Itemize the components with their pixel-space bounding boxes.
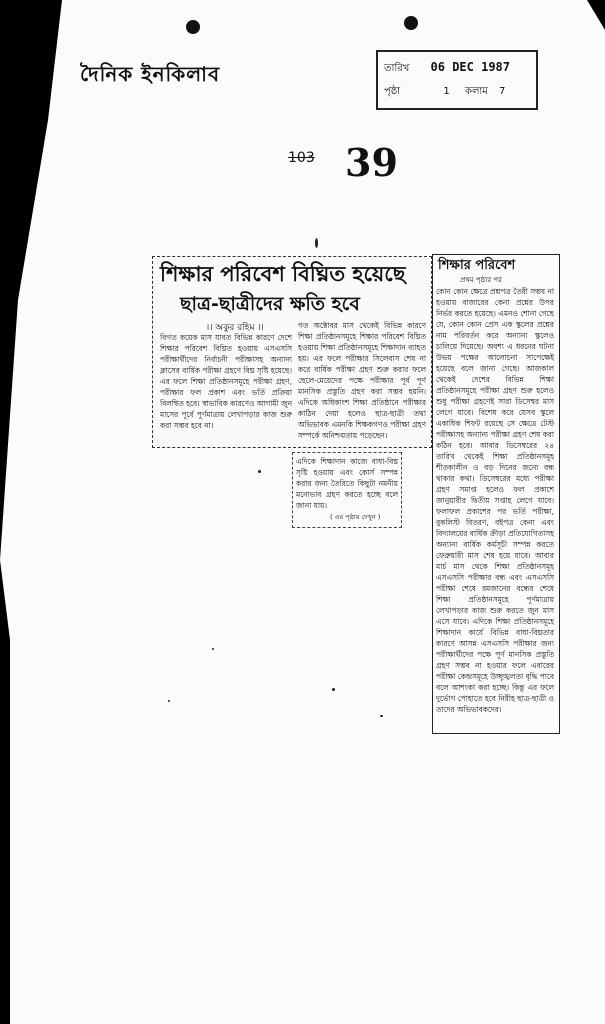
page-label: পৃষ্ঠা: [384, 86, 401, 97]
scan-speck: [258, 470, 261, 473]
article-headline-line1: শিক্ষার পরিবেশ বিঘ্নিত হয়েছে: [160, 262, 406, 286]
date-value: 06 DEC 1987: [430, 60, 511, 74]
scan-speck: [332, 688, 335, 691]
article-headline-line2: ছাত্র-ছাত্রীদের ক্ষতি হবে: [180, 293, 360, 315]
date-label: তারিখ: [384, 63, 410, 74]
punch-hole: [404, 16, 418, 30]
scan-speck: [380, 715, 383, 717]
scan-speck: [168, 700, 170, 702]
scan-speck: [315, 238, 318, 248]
column-label: কলাম: [464, 86, 488, 97]
scan-speck: [212, 648, 214, 650]
date-stamp: [376, 50, 538, 110]
punch-hole: [186, 20, 200, 34]
article-column-3: এদিকে শিক্ষাদান কাজে বাধা-বিঘ্ন সৃষ্টি হওয়ায় এবং কোর্স সম্পন্ন করার জন্য তৈরিতে কিছুটা নমনীয় মনোভাব গ্রহণ করতে হচ্ছে বলে জানা যায়।: [296, 457, 398, 510]
continuation-subheading: প্রথম পৃষ্ঠার পর: [460, 276, 502, 284]
continued-note: ( এর পৃষ্ঠায় দেখুন ): [330, 513, 381, 521]
column-value: 7: [499, 86, 506, 97]
old-file-number: 103: [288, 150, 315, 166]
newspaper-masthead: দৈনিক ইনকিলাব: [80, 62, 221, 86]
continuation-body: কোন কোন ক্ষেত্রে প্রশ্নপত্র তৈরী সম্ভব না হওয়ায় বাজারের কেনা প্রশ্নের উপর নির্ভর করতে হয়েছে। এমনও শোনা গেছে যে, কোন কোন প্রেস এক স্কুলের প্রশ্নের নাম পরিবর্তন করে অন্যান্য স্কুলেও চালিয়ে দিয়েছে। অবশ্য এ ধরনের ঘটনা উভয় পক্ষের আলোচনা সাপেক্ষেই হয়েছে বলে জানা গেছে। আজকাল থেকেই দেশের বিভিন্ন শিক্ষা প্রতিষ্ঠানসমূহে পরীক্ষা গ্রহণ শুরু হলেও শুধু পরীক্ষা গ্রহণেই সারা ডিসেম্বর মাস লেগে যাবে। বিশেষ করে যেসব স্কুলে একাধিক শিফট রয়েছে সে ক্ষেত্রে টেস্ট পরীক্ষাসহ অন্যান্য পরীক্ষা গ্রহণ শেষ করা কঠিন হবে। আবার ডিসেম্বরের ২৪ তারিখ থেকেই শিক্ষা প্রতিষ্ঠানসমূহ শীতকালীন ও বড় দিনের জন্যে বন্ধ থাকার কথা। ডিসেম্বরের মধ্যে পরীক্ষা গ্রহণ সমাপ্ত হলেও ফল প্রকাশে জানুয়ারীর দ্বিতীয় সপ্তাহ লেগে যাবে। ফলাফল প্রকাশের পর ভর্তি পরীক্ষা, বুকলিস্ট বিতরণ, বইপত্র কেনা এবং বিদ্যালয়ের বার্ষিক ক্রীড়া প্রতিযোগিতাসহ অন্যান্য বার্ষিক কর্মসূচী সম্পন্ন করতে ফেব্রুয়ারী মাস শেষ হয়ে যাবে। আবার মার্চ মাস থেকে শিক্ষা প্রতিষ্ঠানসমূহ এসএসসি পরীক্ষার বন্ধ এবং এসএসসি পরীক্ষা শেষে রমজানের বন্ধের শেষে শিক্ষা প্রতিষ্ঠানসমূহে পূর্ণমাত্রায় লেখাপড়ার কাজ শুরু করতে জুন মাস এসে যাবে। এদিকে শিক্ষা প্রতিষ্ঠানসমূহে শিক্ষাদান কার্যে বিভিন্ন বাধা-বিঘ্নতার কারণে আসন্ন এসএসসি পরীক্ষার জন্য পরীক্ষার্থীদের পক্ষে পূর্ণ মানসিক প্রস্তুতি গ্রহণ সম্ভব না হওয়ার ফলে এবারের পরীক্ষা কেন্দ্রসমূহে উচ্ছৃঙ্খলতা বৃদ্ধি পাবে বলে আশংকা করা হচ্ছে। কিন্তু এর ফলে দুর্ভোগ পোহাতে হবে নিরীহ ছাত্র-ছাত্রী ও তাদের অভিভাবকদের।: [436, 287, 554, 714]
article-column-2: গত অক্টোবর মাস থেকেই বিভিন্ন কারণে শিক্ষা প্রতিষ্ঠানসমূহে শিক্ষার পরিবেশ বিঘ্নিত হওয়ায় শিক্ষা প্রতিষ্ঠানসমূহে শিক্ষাদান ব্যাহত হয়। এর ফলে পরীক্ষার সিলেবাস শেষ না করে বার্ষিক পরীক্ষা গ্রহণ শুরু করার ফলে ছেলে-মেয়েদের পক্ষে পরীক্ষার পূর্ব পূর্ণ মানসিক প্রস্তুতি গ্রহণ করা সম্ভব হয়নি। এদিকে অধিকাংশ শিক্ষা প্রতিষ্ঠানে পরীক্ষার কাঠিন দেয়া হলেও ছাত্র-ছাত্রী তথা অভিভাবক এমনকি শিক্ষকগণও পরীক্ষা গ্রহণ সম্পর্কে অনিশ্চয়তায় পড়েছেন।: [298, 321, 426, 440]
article-column-1: বিগত কয়েক মাস যাবত বিভিন্ন কারণে দেশে শিক্ষার পরিবেশ বিঘ্নিত হওয়ায় এসএসসি পরীক্ষার্থীদের নির্বাচনী পরীক্ষাসহ অন্যান্য ক্লাসের বার্ষিক পরীক্ষা গ্রহণে বিঘ্ন সৃষ্টি হয়েছে। এর ফলে শিক্ষা প্রতিষ্ঠানসমূহে পরীক্ষা গ্রহণ, পরীক্ষার ফল প্রকাশ এবং ভর্তি প্রক্রিয়া বিলম্বিত হবে। স্বাভাবিক কারণেও আগামী জুন মাসের পূর্বে পূর্ণমাত্রায় লেখাপড়ার কাজ শুরু করা সম্ভব হবে না।: [160, 333, 292, 430]
continuation-headline: শিক্ষার পরিবেশ: [438, 258, 516, 273]
page-value: 1: [443, 86, 450, 97]
article-byline: ।। অকুর রহিম ।।: [206, 323, 264, 333]
file-number: 39: [345, 140, 398, 185]
